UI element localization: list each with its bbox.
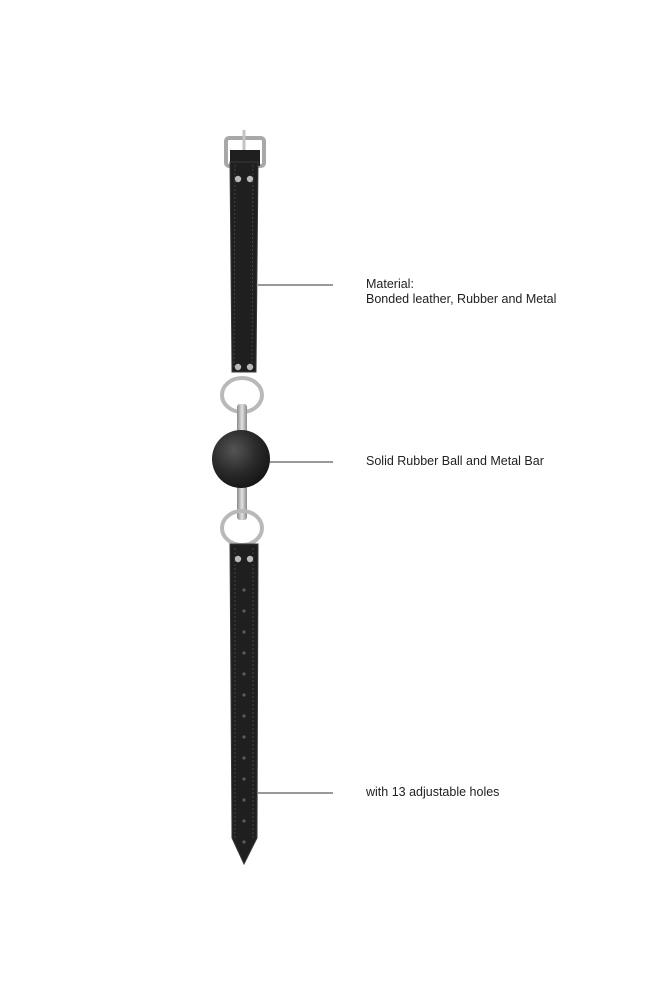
rivet — [235, 364, 241, 370]
holes-label — [366, 785, 499, 800]
rivet — [247, 364, 253, 370]
rivet — [247, 556, 253, 562]
rivet — [235, 176, 241, 182]
ball-label — [366, 454, 544, 469]
rivet — [235, 556, 241, 562]
ball-text: Solid Rubber Ball and Metal Bar — [366, 454, 544, 468]
upper-strap — [230, 162, 258, 372]
holes-text: with 13 adjustable holes — [366, 785, 500, 799]
rivet — [247, 176, 253, 182]
material-detail: Bonded leather, Rubber and Metal — [366, 292, 557, 306]
material-label — [366, 277, 556, 307]
material-title: Material: — [366, 277, 414, 291]
rubber-ball — [212, 430, 270, 488]
buckle — [226, 130, 264, 166]
lower-strap — [230, 544, 258, 864]
